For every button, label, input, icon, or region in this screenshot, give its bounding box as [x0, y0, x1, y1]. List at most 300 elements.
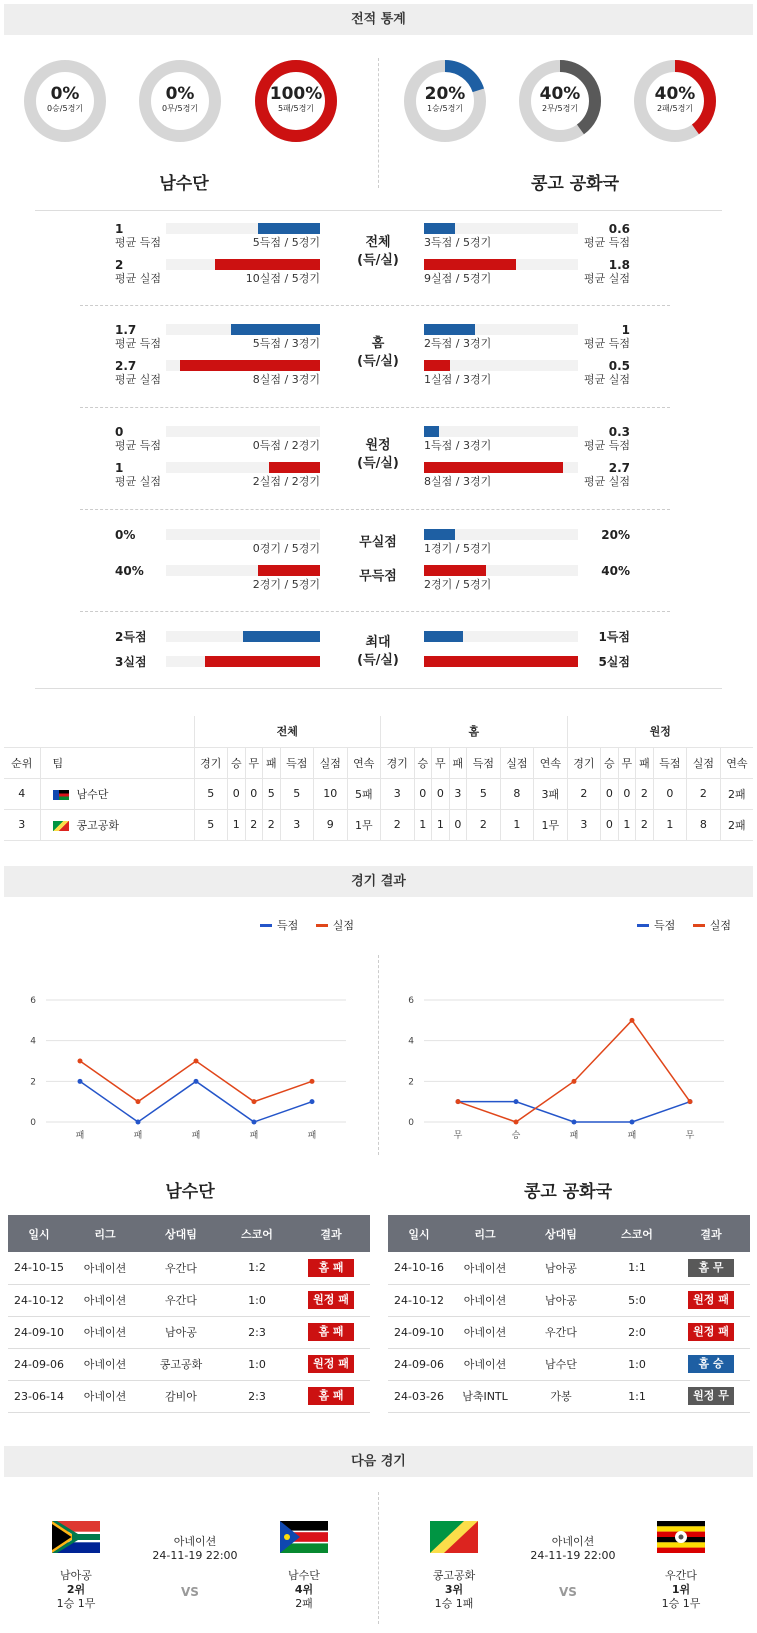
- group-header-home: 홈: [381, 716, 568, 747]
- team-name: 콩고공화: [76, 818, 120, 832]
- left-avg-gf: 1: [115, 222, 124, 236]
- chart-legend: [637, 917, 731, 933]
- team-name: 우간다: [665, 1569, 697, 1582]
- column-header: 득점: [653, 747, 687, 778]
- column-header: 결과: [292, 1215, 370, 1252]
- next-right-info: [518, 1535, 628, 1563]
- stat-cell: 0: [449, 809, 467, 840]
- left-clean-note: 0경기 / 5경기: [252, 542, 320, 555]
- right-ga-bar: [424, 462, 563, 473]
- date-cell: 24-09-06: [388, 1348, 450, 1380]
- left-results-table: [8, 1215, 370, 1413]
- stat-cell: 1: [653, 809, 687, 840]
- left-avg-gf-label: 평균 득점: [115, 439, 162, 452]
- legend-swatch-ga: [316, 924, 328, 927]
- right-gf-note: 3득점 / 5경기: [424, 236, 492, 249]
- left-max-gf: 2득점: [115, 630, 147, 644]
- left-team-name: 남수단: [165, 1182, 215, 1202]
- result-badge: 원정 패: [688, 1323, 734, 1341]
- goals-for-point: [630, 1120, 635, 1125]
- legend-swatch-gf: [637, 924, 649, 927]
- date-cell: 23-06-14: [8, 1380, 70, 1412]
- goals-against-point: [630, 1018, 635, 1023]
- rank-header: 순위: [4, 747, 40, 778]
- table-row: [8, 1380, 370, 1412]
- next-right-home-team: [414, 1569, 494, 1611]
- left-max-gf-bar: [243, 631, 320, 642]
- league-cell: 아네이션: [70, 1348, 140, 1380]
- goals-against-line: [458, 1020, 690, 1122]
- result-badge: 원정 무: [688, 1387, 734, 1405]
- date-cell: 24-10-16: [388, 1252, 450, 1284]
- league-cell: 아네이션: [70, 1252, 140, 1284]
- record-donut: [633, 59, 717, 143]
- left-max-ga: 3실점: [115, 655, 147, 669]
- stat-cell: 0: [228, 778, 246, 809]
- table-row: [388, 1380, 750, 1412]
- next-left-info: [140, 1535, 250, 1563]
- donut-value: 40%: [654, 84, 696, 104]
- column-header: 득점: [467, 747, 501, 778]
- column-header: 리그: [450, 1215, 520, 1252]
- stat-cell: 0: [618, 778, 636, 809]
- donut-sub: 0무/5경기: [161, 104, 199, 113]
- donut-sub: 2무/5경기: [541, 104, 579, 113]
- table-row: [8, 1316, 370, 1348]
- stat-cell: 3: [449, 778, 467, 809]
- score-cell: 2:0: [602, 1316, 672, 1348]
- date-cell: 24-10-12: [388, 1284, 450, 1316]
- max-label: 최대: [365, 635, 391, 650]
- score-cell: 1:0: [222, 1348, 292, 1380]
- stat-cell: 0: [601, 809, 619, 840]
- stat-cell: 1: [228, 809, 246, 840]
- right-max-ga: 5실점: [598, 655, 630, 669]
- left-avg-gf-label: 평균 득점: [115, 236, 162, 249]
- bar-track: [424, 223, 578, 234]
- right-ga-note: 9실점 / 5경기: [424, 272, 492, 285]
- left-gf-note: 5득점 / 3경기: [252, 337, 320, 350]
- result-cell: [672, 1252, 750, 1284]
- bar-track: [166, 656, 320, 667]
- league: 아네이션: [551, 1535, 595, 1548]
- date-cell: 24-09-06: [8, 1348, 70, 1380]
- bar-track: [424, 324, 578, 335]
- left-gf-note: 0득점 / 2경기: [252, 439, 320, 452]
- table-row: [388, 1252, 750, 1284]
- column-header: 리그: [70, 1215, 140, 1252]
- section-label: 홈: [371, 336, 385, 351]
- column-header: 일시: [8, 1215, 70, 1252]
- column-header: 상대팀: [140, 1215, 222, 1252]
- stat-cell: 2: [636, 778, 654, 809]
- next-right-away-team: [641, 1569, 721, 1611]
- team-cell: [40, 778, 194, 809]
- section-sublabel: (득/실): [357, 354, 399, 369]
- opp-cell: 우간다: [520, 1316, 602, 1348]
- bar-track: [166, 360, 320, 371]
- bar-track: [166, 529, 320, 540]
- league-cell: 아네이션: [450, 1284, 520, 1316]
- left-avg-ga: 2.7: [115, 359, 137, 373]
- right-avg-ga: 2.7: [608, 461, 630, 475]
- donut-sub: 1승/5경기: [426, 104, 464, 113]
- opp-cell: 남아공: [140, 1316, 222, 1348]
- divider: [35, 688, 722, 689]
- result-cell: [292, 1252, 370, 1284]
- team-name: 남수단: [76, 787, 109, 801]
- right-avg-gf: 0.6: [608, 222, 630, 236]
- stat-cell: 2: [636, 809, 654, 840]
- stat-cell: 0: [414, 778, 432, 809]
- team-record: 1승 1패: [434, 1597, 474, 1610]
- south-sudan-flag-icon: [53, 790, 69, 800]
- league-cell: 남축INTL: [450, 1380, 520, 1412]
- record-donut: [403, 59, 487, 143]
- bar-track: [166, 324, 320, 335]
- opp-cell: 남아공: [520, 1284, 602, 1316]
- stat-cell: 2: [567, 778, 601, 809]
- record-donut: [138, 59, 222, 143]
- y-tick-label: 0: [408, 1118, 414, 1128]
- stat-cell: 0: [653, 778, 687, 809]
- donut-sub: 2패/5경기: [656, 104, 694, 113]
- donut-sub: 0승/5경기: [46, 104, 84, 113]
- stat-cell: 1무: [534, 809, 568, 840]
- left-noscore-note: 2경기 / 5경기: [252, 578, 320, 591]
- right-avg-ga-label: 평균 실점: [583, 272, 630, 285]
- right-gf-bar: [424, 324, 475, 335]
- stat-cell: 5: [194, 778, 228, 809]
- result-cell: [672, 1348, 750, 1380]
- x-tick-label: 무: [685, 1131, 695, 1141]
- bar-track: [166, 259, 320, 270]
- divider: [35, 210, 722, 211]
- column-header: 스코어: [602, 1215, 672, 1252]
- goals-for-point: [78, 1079, 83, 1084]
- left-noscore-pct: 40%: [115, 564, 144, 578]
- stat-cell: 0: [432, 778, 450, 809]
- left-avg-gf: 1.7: [115, 323, 137, 337]
- stat-cell: 3: [381, 778, 415, 809]
- goals-for-point: [514, 1099, 519, 1104]
- stat-cell: 9: [314, 809, 348, 840]
- result-cell: [292, 1316, 370, 1348]
- right-ga-note: 8실점 / 3경기: [424, 475, 492, 488]
- y-tick-label: 4: [30, 1036, 36, 1047]
- right-noscore-bar: [424, 565, 486, 576]
- team-rank: 3위: [444, 1583, 464, 1596]
- table-row: [8, 1348, 370, 1380]
- record-donut: [23, 59, 107, 143]
- stat-cell: 5: [263, 778, 281, 809]
- column-header: 무: [432, 747, 450, 778]
- vs-label: VS: [559, 1585, 577, 1599]
- bar-track: [424, 462, 578, 473]
- result-badge: 홈 무: [688, 1259, 734, 1277]
- right-results-table: [388, 1215, 750, 1413]
- opp-cell: 우간다: [140, 1252, 222, 1284]
- column-header: 무: [245, 747, 263, 778]
- result-cell: [292, 1380, 370, 1412]
- column-header: 경기: [567, 747, 601, 778]
- left-avg-ga-label: 평균 실점: [115, 475, 162, 488]
- goals-against-point: [688, 1099, 693, 1104]
- stat-cell: 2: [245, 809, 263, 840]
- noscore-label: 무득점: [359, 569, 397, 584]
- right-avg-gf-label: 평균 득점: [583, 439, 630, 452]
- goals-against-point: [456, 1099, 461, 1104]
- section-label: 원정: [365, 438, 391, 453]
- stat-cell: 5패: [347, 778, 381, 809]
- league-cell: 아네이션: [70, 1380, 140, 1412]
- table-row: [4, 778, 753, 809]
- stat-cell: 5: [280, 778, 314, 809]
- column-header: 실점: [500, 747, 534, 778]
- team-header: 팀: [40, 747, 194, 778]
- right-ga-bar: [424, 259, 516, 270]
- team-rank: 2위: [66, 1583, 86, 1596]
- table-row: [388, 1316, 750, 1348]
- bar-track: [166, 631, 320, 642]
- stat-cell: 2: [263, 809, 281, 840]
- x-tick-label: 패: [133, 1131, 143, 1141]
- goals-for-point: [136, 1120, 141, 1125]
- clean-label: 무실점: [359, 535, 397, 550]
- column-header: 일시: [388, 1215, 450, 1252]
- goals-against-point: [194, 1059, 199, 1064]
- left-ga-bar: [180, 360, 320, 371]
- bar-track: [424, 426, 578, 437]
- left-ga-bar: [269, 462, 320, 473]
- x-tick-label: 패: [569, 1131, 579, 1141]
- result-badge: 원정 패: [688, 1291, 734, 1309]
- column-header: 경기: [194, 747, 228, 778]
- team-name: 남아공: [60, 1569, 92, 1582]
- next-section-header: 다음 경기: [4, 1446, 753, 1477]
- divider: [80, 611, 670, 612]
- max-sublabel: (득/실): [357, 653, 399, 668]
- score-cell: 5:0: [602, 1284, 672, 1316]
- left-gf-bar: [258, 223, 320, 234]
- result-badge: 홈 패: [308, 1259, 354, 1277]
- stat-cell: 2: [381, 809, 415, 840]
- right-noscore-note: 2경기 / 5경기: [424, 578, 492, 591]
- column-header: 실점: [687, 747, 721, 778]
- result-cell: [292, 1284, 370, 1316]
- stat-cell: 1: [500, 809, 534, 840]
- stat-cell: 2: [687, 778, 721, 809]
- right-team-chart: [408, 990, 748, 1145]
- x-tick-label: 패: [307, 1131, 317, 1141]
- league-cell: 아네이션: [450, 1348, 520, 1380]
- left-avg-gf: 0: [115, 425, 124, 439]
- stat-cell: 2: [467, 809, 501, 840]
- right-clean-pct: 20%: [601, 528, 630, 542]
- score-cell: 1:1: [602, 1380, 672, 1412]
- team-rank: 1위: [671, 1583, 691, 1596]
- left-ga-note: 8실점 / 3경기: [252, 373, 320, 386]
- goals-against-point: [252, 1099, 257, 1104]
- right-max-gf-bar: [424, 631, 463, 642]
- column-header: 승: [228, 747, 246, 778]
- right-noscore-pct: 40%: [601, 564, 630, 578]
- legend-ga: 실점: [709, 919, 732, 932]
- score-cell: 1:1: [602, 1252, 672, 1284]
- left-noscore-bar: [258, 565, 320, 576]
- column-header: 경기: [381, 747, 415, 778]
- stat-cell: 5: [194, 809, 228, 840]
- y-tick-label: 4: [408, 1036, 414, 1047]
- right-gf-bar: [424, 426, 439, 437]
- score-cell: 2:3: [222, 1380, 292, 1412]
- table-row: [8, 1252, 370, 1284]
- left-avg-ga-label: 평균 실점: [115, 272, 162, 285]
- result-badge: 홈 승: [688, 1355, 734, 1373]
- left-team-name: 남수단: [159, 174, 209, 194]
- column-header: 승: [601, 747, 619, 778]
- result-badge: 원정 패: [308, 1355, 354, 1373]
- right-avg-gf-label: 평균 득점: [583, 236, 630, 249]
- stat-cell: 1무: [347, 809, 381, 840]
- result-cell: [292, 1348, 370, 1380]
- bar-track: [424, 360, 578, 371]
- score-cell: 1:2: [222, 1252, 292, 1284]
- right-avg-ga: 1.8: [608, 258, 630, 272]
- legend-swatch-gf: [260, 924, 272, 927]
- date-cell: 24-10-15: [8, 1252, 70, 1284]
- bar-track: [166, 223, 320, 234]
- date-cell: 24-03-26: [388, 1380, 450, 1412]
- goals-against-point: [78, 1059, 83, 1064]
- right-max-ga-bar: [424, 656, 578, 667]
- next-left-away-team: [264, 1569, 344, 1611]
- table-row: [388, 1284, 750, 1316]
- right-avg-ga-label: 평균 실점: [583, 373, 630, 386]
- group-header-away: 원정: [567, 716, 753, 747]
- donut-value: 40%: [539, 84, 581, 104]
- left-max-ga-bar: [205, 656, 321, 667]
- bar-track: [424, 529, 578, 540]
- right-max-gf: 1득점: [598, 630, 630, 644]
- bar-track: [424, 631, 578, 642]
- right-avg-gf-label: 평균 득점: [583, 337, 630, 350]
- chart-legend: [260, 917, 354, 933]
- right-gf-bar: [424, 223, 455, 234]
- column-header: 상대팀: [520, 1215, 602, 1252]
- rank-cell: 4: [4, 778, 40, 809]
- rank-cell: 3: [4, 809, 40, 840]
- divider: [80, 305, 670, 306]
- league-cell: 아네이션: [70, 1316, 140, 1348]
- bar-track: [424, 259, 578, 270]
- goals-for-point: [572, 1120, 577, 1125]
- left-team-chart: [30, 990, 370, 1145]
- table-row: [4, 809, 753, 840]
- bar-track: [424, 656, 578, 667]
- league: 아네이션: [173, 1535, 217, 1548]
- column-header: 득점: [280, 747, 314, 778]
- left-gf-bar: [231, 324, 320, 335]
- right-avg-gf: 0.3: [608, 425, 630, 439]
- y-tick-label: 2: [408, 1077, 414, 1088]
- x-tick-label: 패: [75, 1131, 85, 1141]
- left-ga-note: 10실점 / 5경기: [245, 272, 320, 285]
- league-cell: 아네이션: [450, 1252, 520, 1284]
- right-avg-ga: 0.5: [608, 359, 630, 373]
- column-header: 결과: [672, 1215, 750, 1252]
- y-tick-label: 6: [30, 996, 36, 1006]
- section-sublabel: (득/실): [357, 253, 399, 268]
- y-tick-label: 0: [30, 1118, 36, 1128]
- right-gf-note: 1득점 / 3경기: [424, 439, 492, 452]
- stat-cell: 5: [467, 778, 501, 809]
- congo-flag-icon: [53, 821, 69, 831]
- divider: [80, 509, 670, 510]
- column-header: 승: [414, 747, 432, 778]
- stats-section-header: 전적 통계: [4, 4, 753, 35]
- column-header: 무: [618, 747, 636, 778]
- result-badge: 홈 패: [308, 1387, 354, 1405]
- result-badge: 홈 패: [308, 1323, 354, 1341]
- record-donut: [254, 59, 338, 143]
- bar-track: [424, 565, 578, 576]
- column-header: 연속: [720, 747, 753, 778]
- legend-gf: 득점: [277, 919, 299, 932]
- donut-value: 20%: [424, 84, 466, 104]
- next-left-home-team: [36, 1569, 116, 1611]
- legend-swatch-ga: [693, 924, 705, 927]
- left-clean-pct: 0%: [115, 528, 136, 542]
- result-cell: [672, 1380, 750, 1412]
- stat-cell: 3패: [534, 778, 568, 809]
- goals-for-point: [252, 1120, 257, 1125]
- opp-cell: 감비아: [140, 1380, 222, 1412]
- column-header: 스코어: [222, 1215, 292, 1252]
- date-cell: 24-10-12: [8, 1284, 70, 1316]
- column-header: 실점: [314, 747, 348, 778]
- column-header: 패: [263, 747, 281, 778]
- table-row: [8, 1284, 370, 1316]
- left-avg-ga: 1: [115, 461, 124, 475]
- score-cell: 1:0: [222, 1284, 292, 1316]
- goals-against-point: [572, 1079, 577, 1084]
- stat-cell: 8: [687, 809, 721, 840]
- x-tick-label: 패: [249, 1131, 259, 1141]
- x-tick-label: 패: [627, 1131, 637, 1141]
- opp-cell: 콩고공화: [140, 1348, 222, 1380]
- opp-cell: 남아공: [520, 1252, 602, 1284]
- datetime: 24-11-19 22:00: [530, 1549, 616, 1562]
- section-label: 전체: [365, 235, 391, 250]
- left-ga-note: 2실점 / 2경기: [252, 475, 320, 488]
- right-team-name: 콩고 공화국: [523, 1182, 613, 1202]
- opp-cell: 우간다: [140, 1284, 222, 1316]
- divider: [378, 1492, 379, 1624]
- opp-cell: 남수단: [520, 1348, 602, 1380]
- stat-cell: 0: [601, 778, 619, 809]
- result-badge: 원정 패: [308, 1291, 354, 1309]
- team-record: 1승 1무: [661, 1597, 701, 1610]
- results-section-header: 경기 결과: [4, 866, 753, 897]
- score-cell: 1:0: [602, 1348, 672, 1380]
- team-rank: 4위: [294, 1583, 314, 1596]
- congo-flag-icon: [430, 1521, 478, 1553]
- left-avg-ga: 2: [115, 258, 124, 272]
- date-cell: 24-09-10: [388, 1316, 450, 1348]
- donut-value: 0%: [50, 84, 80, 104]
- team-record: 1승 1무: [56, 1597, 96, 1610]
